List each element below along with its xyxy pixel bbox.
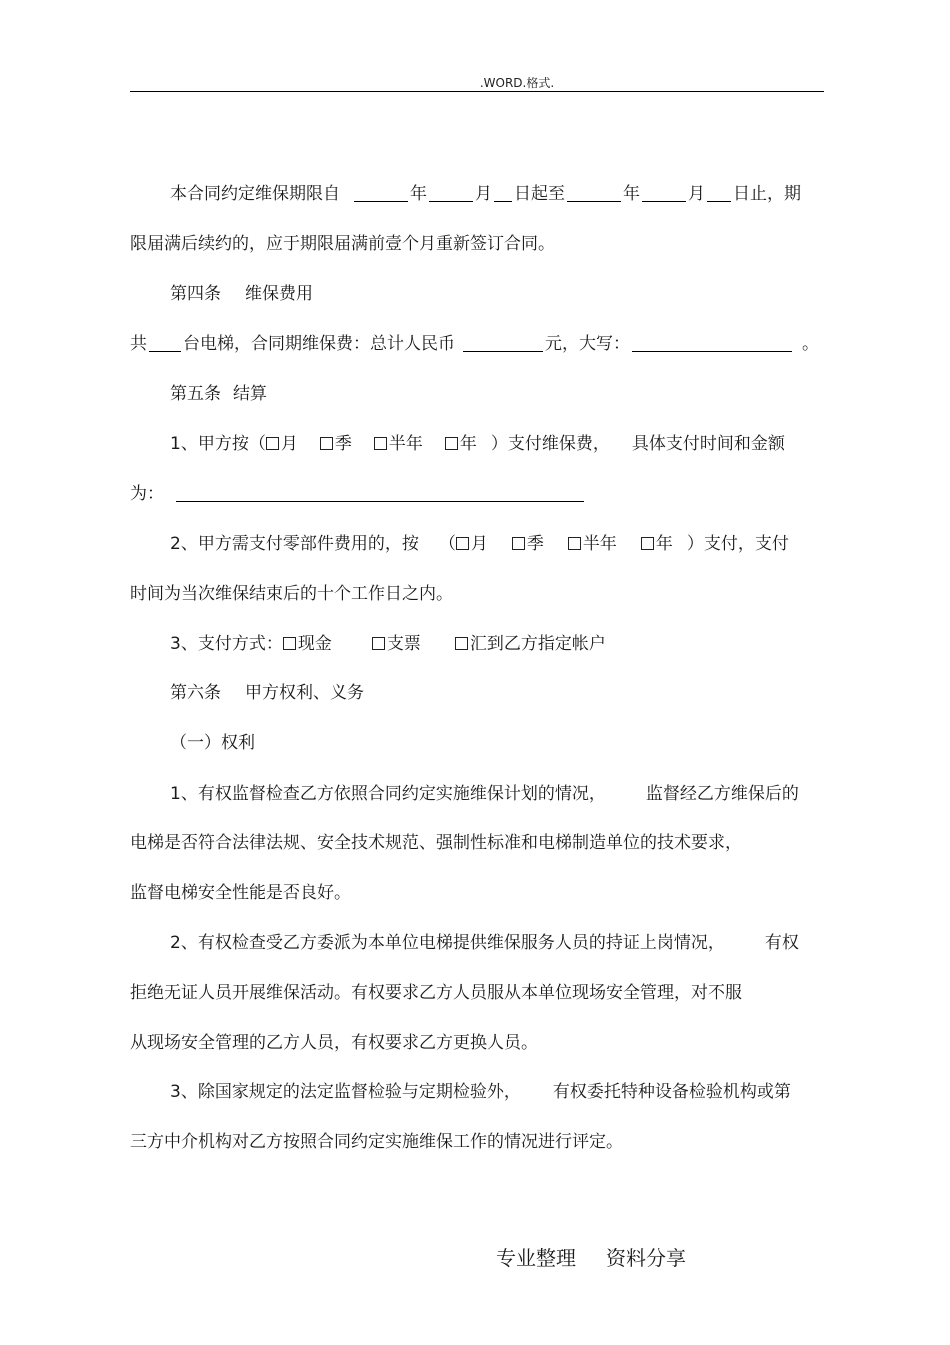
start-day-blank[interactable] — [494, 185, 512, 202]
option-label: 汇到乙方指定帐户 — [469, 634, 606, 654]
right-1-line1 — [170, 784, 799, 804]
right-3-line1 — [170, 1082, 791, 1102]
text: （ — [438, 534, 456, 554]
text: 年 — [410, 184, 427, 204]
text: 日止，期 — [733, 184, 801, 204]
option-label: 年 — [459, 434, 477, 454]
text: 台电梯，合同期维保费：总计人民币 — [183, 334, 455, 354]
option-label: 半年 — [582, 534, 617, 554]
text: 有权 — [764, 933, 799, 953]
checkbox-yearly[interactable] — [641, 537, 654, 550]
option-label: 季 — [526, 534, 544, 554]
text: 。 — [802, 334, 819, 354]
option-label: 季 — [334, 434, 352, 454]
footer-text: 资料分享 — [606, 1246, 686, 1270]
start-month-blank[interactable] — [429, 185, 473, 202]
page-header — [130, 74, 824, 91]
article-number: 第五条 — [170, 384, 221, 404]
maintenance-period-line2: 限届满后续约的，应于期限届满前壹个月重新签订合同。 — [130, 234, 555, 254]
right-1-line2: 电梯是否符合法律法规、安全技术规范、强制性标准和电梯制造单位的技术要求， — [130, 833, 742, 853]
fee-amount-blank[interactable] — [463, 335, 543, 352]
article-6-heading — [170, 683, 364, 703]
checkbox-quarterly[interactable] — [512, 537, 525, 550]
fee-uppercase-blank[interactable] — [632, 335, 792, 352]
text: 元，大写： — [545, 334, 630, 354]
text: 有权委托特种设备检验机构或第 — [552, 1082, 791, 1102]
checkbox-bank-transfer[interactable] — [455, 637, 468, 650]
right-2-line3: 从现场安全管理的乙方人员，有权要求乙方更换人员。 — [130, 1033, 538, 1053]
checkbox-half-year[interactable] — [374, 437, 387, 450]
end-day-blank[interactable] — [707, 185, 731, 202]
maintenance-period-line1 — [170, 184, 801, 204]
page-footer — [496, 1242, 686, 1271]
settlement-item-2-line2: 时间为当次维保结束后的十个工作日之内。 — [130, 584, 453, 604]
text: ）支付维保费， — [490, 434, 610, 454]
text: 2、甲方需支付零部件费用的，按 — [170, 534, 419, 554]
payment-method-line — [170, 634, 606, 654]
start-year-blank[interactable] — [354, 185, 408, 202]
option-label: 半年 — [388, 434, 423, 454]
header-divider — [130, 91, 824, 92]
text: 日起至 — [514, 184, 565, 204]
elevator-count-blank[interactable] — [149, 335, 181, 352]
right-2-line2: 拒绝无证人员开展维保活动。有权要求乙方人员服从本单位现场安全管理，对不服 — [130, 983, 742, 1003]
article-title: 维保费用 — [245, 284, 313, 304]
option-label: 支票 — [386, 634, 421, 654]
option-label: 现金 — [297, 634, 332, 654]
checkbox-quarterly[interactable] — [320, 437, 333, 450]
option-label: 年 — [655, 534, 673, 554]
article-number: 第六条 — [170, 683, 221, 703]
right-1-line3: 监督电梯安全性能是否良好。 — [130, 883, 351, 903]
checkbox-yearly[interactable] — [445, 437, 458, 450]
text: 3、除国家规定的法定监督检验与定期检验外， — [170, 1082, 521, 1102]
option-label: 月 — [280, 434, 298, 454]
text: 本合同约定维保期限自 — [170, 184, 340, 204]
checkbox-check[interactable] — [372, 637, 385, 650]
text: 2、有权检查受乙方委派为本单位电梯提供维保服务人员的持证上岗情况， — [170, 933, 725, 953]
text: 月 — [688, 184, 705, 204]
text: 为： — [130, 484, 164, 504]
article-title: 甲方权利、义务 — [245, 683, 364, 703]
settlement-item-2 — [170, 534, 789, 554]
settlement-item-1-line2 — [130, 484, 586, 504]
payment-details-blank[interactable] — [176, 485, 584, 502]
article-number: 第四条 — [170, 284, 221, 304]
right-3-line2: 三方中介机构对乙方按照合同约定实施维保工作的情况进行评定。 — [130, 1132, 623, 1152]
checkbox-half-year[interactable] — [568, 537, 581, 550]
text: 1、甲方按（ — [170, 434, 266, 454]
rights-subheading: （一）权利 — [170, 733, 255, 753]
article-5-heading — [170, 384, 267, 404]
end-year-blank[interactable] — [567, 185, 621, 202]
text: 1、有权监督检查乙方依照合同约定实施维保计划的情况， — [170, 784, 606, 804]
right-2-line1 — [170, 933, 799, 953]
text: 年 — [623, 184, 640, 204]
text: 共 — [130, 334, 147, 354]
header-text: .WORD.格式. — [479, 76, 555, 90]
checkbox-monthly[interactable] — [456, 537, 469, 550]
text: 具体支付时间和金额 — [631, 434, 785, 454]
end-month-blank[interactable] — [642, 185, 686, 202]
option-label: 月 — [470, 534, 488, 554]
article-title: 结算 — [233, 384, 267, 404]
footer-text: 专业整理 — [496, 1246, 576, 1270]
maintenance-fee-line — [130, 334, 819, 354]
text: ）支付，支付 — [686, 534, 789, 554]
text: 监督经乙方维保后的 — [645, 784, 799, 804]
checkbox-cash[interactable] — [283, 637, 296, 650]
text: 月 — [475, 184, 492, 204]
text: 3、支付方式： — [170, 634, 283, 654]
checkbox-monthly[interactable] — [266, 437, 279, 450]
settlement-item-1 — [170, 434, 785, 454]
article-4-heading — [170, 284, 313, 304]
